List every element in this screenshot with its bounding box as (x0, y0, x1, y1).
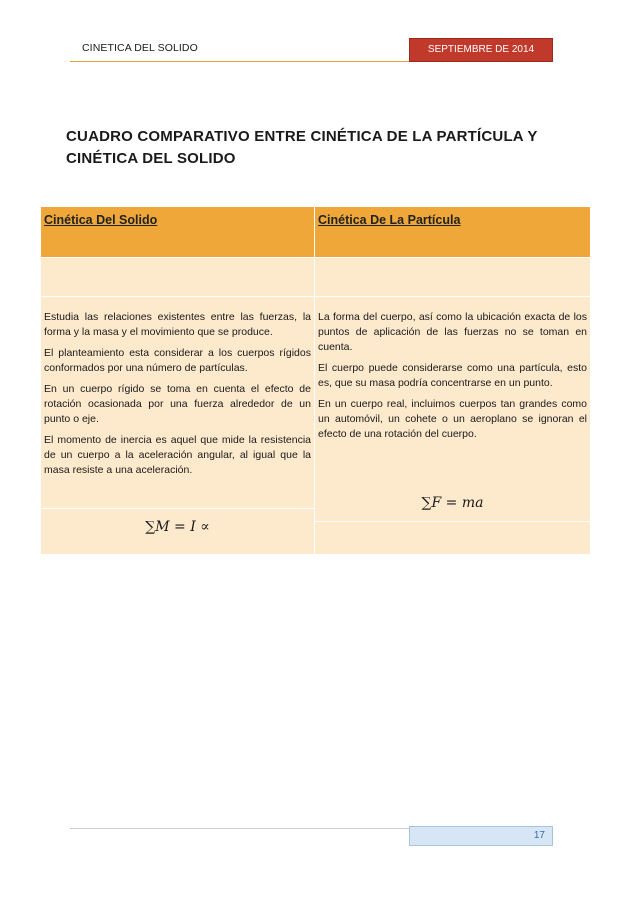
page-title: CUADRO COMPARATIVO ENTRE CINÉTICA DE LA PARTÍCULA Y CINÉTICA DEL SOLIDO (66, 128, 538, 167)
solid-paragraph: En un cuerpo rígido se toma en cuenta el efecto de rotación ocasionada por una fuerza alrededor de un punto o eje. (44, 383, 311, 425)
formula-spacer (41, 478, 314, 509)
particle-paragraph: El cuerpo puede considerarse como una partícula, esto es, que su masa podría concentrarse en un punto. (318, 362, 587, 389)
moment-equation: ∑𝑀 = 𝐼 ∝ (145, 519, 210, 535)
solid-column-cell (41, 258, 315, 555)
blank-row (315, 258, 590, 297)
page-number: 17 (409, 826, 553, 846)
table-body-row (41, 258, 591, 555)
solid-paragraph: El momento de inercia es aquel que mide la resistencia de un cuerpo a la aceleración angular, al igual que la masa resiste a una aceleración. (44, 434, 311, 476)
particle-paragraph: La forma del cuerpo, así como la ubicación exacta de los puntos de aplicación de las fuerzas no se toman en cuenta. (318, 311, 587, 353)
solid-paragraph: Estudia las relaciones existentes entre las fuerzas, la forma y la masa y el movimiento que se produce. (44, 311, 311, 338)
formula-spacer (315, 442, 590, 486)
comparison-table (40, 206, 591, 555)
header-rule (70, 61, 410, 62)
table-header-row (41, 207, 591, 258)
solid-paragraph: El planteamiento esta considerar a los cuerpos rígidos conformados por una número de partículas. (44, 347, 311, 374)
header-date-badge: SEPTIEMBRE DE 2014 (409, 38, 553, 62)
particle-column-cell (315, 258, 591, 555)
column-header-particle: Cinética De La Partícula (315, 207, 591, 258)
column-header-solid: Cinética Del Solido (41, 207, 315, 258)
particle-paragraph: En un cuerpo real, incluimos cuerpos tan grandes como un automóvil, un cohete o un aeroplano se ignoran el efecto de una rotación del cuerpo. (318, 398, 587, 440)
blank-row (41, 258, 314, 297)
newton-equation: ∑𝐹 = 𝑚𝑎 (315, 486, 590, 522)
footer-rule (70, 828, 410, 829)
running-header-title: CINETICA DEL SOLIDO (82, 42, 198, 54)
trailing-blank (315, 522, 590, 554)
